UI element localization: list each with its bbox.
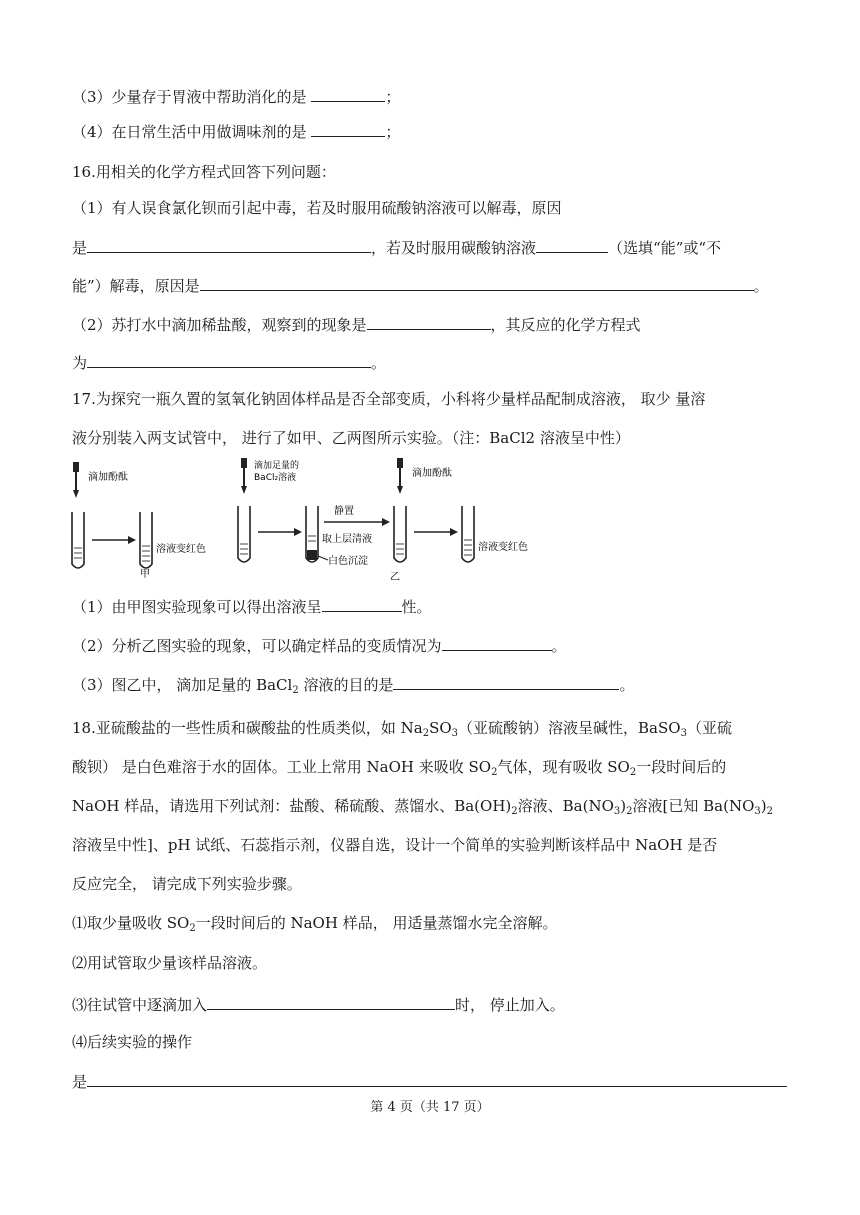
q17-2-blank[interactable] bbox=[442, 634, 552, 651]
q17-2-pre: （2）分析乙图实验的现象，可以确定样品的变质情况为 bbox=[72, 637, 442, 655]
q18-a-t2: SO bbox=[429, 719, 452, 737]
experiment-figure bbox=[66, 456, 538, 580]
q18-a-s2: 3 bbox=[451, 728, 459, 739]
q18-b-s2: 2 bbox=[629, 767, 637, 778]
label-drop-2a: 滴加足量的 bbox=[254, 461, 300, 471]
q15-3-line bbox=[72, 85, 400, 107]
arrow-3-head bbox=[382, 518, 390, 526]
q16-1b-mid: ，若及时服用碳酸钠溶液 bbox=[371, 239, 537, 257]
q18-a-s1: 2 bbox=[422, 728, 430, 739]
q18-c-t4: 溶液[已知 Ba(NO bbox=[632, 797, 755, 815]
q16-1b-blank1[interactable] bbox=[87, 236, 371, 253]
q18-1-s1: 2 bbox=[189, 923, 196, 934]
q18-c bbox=[72, 796, 773, 816]
q16-2a-blank[interactable] bbox=[367, 313, 491, 330]
q15-4-end: ； bbox=[385, 123, 401, 141]
q18-c-s3: 2 bbox=[626, 806, 633, 817]
test-tube-3 bbox=[238, 506, 250, 562]
q18-step-1 bbox=[72, 913, 557, 933]
q18-step-4b bbox=[72, 1070, 787, 1092]
q15-4-text: （4）在日常生活中用做调味剂的是 bbox=[72, 123, 312, 141]
q17-2-post: 。 bbox=[551, 637, 567, 655]
q16-2b-blank[interactable] bbox=[87, 351, 371, 368]
q18-step-4a: ⑷后续实验的操作 bbox=[72, 1033, 193, 1051]
q18-1-t1: ⑴取少量吸收 SO bbox=[72, 914, 190, 932]
q16-2b-post: 。 bbox=[371, 354, 387, 372]
q15-4-line bbox=[72, 120, 400, 142]
q18-d: 溶液呈中性]、pH 试纸、石蕊指示剂，仪器自选，设计一个简单的实验判断该样品中 NaOH 是否 bbox=[72, 836, 718, 854]
q18-b bbox=[72, 757, 726, 777]
arrow-4-head bbox=[450, 528, 458, 536]
q15-3-end: ； bbox=[385, 88, 401, 106]
q18-step-3 bbox=[72, 993, 565, 1015]
q16-1c-blank[interactable] bbox=[200, 274, 754, 291]
q18-b-t3: 一段时间后的 bbox=[636, 758, 727, 776]
q15-3-blank[interactable] bbox=[311, 85, 385, 102]
q16-2b-pre: 为 bbox=[72, 354, 88, 372]
label-red-1: 溶液变红色 bbox=[156, 544, 206, 555]
q17-1-pre: （1）由甲图实验现象可以得出溶液呈 bbox=[72, 598, 322, 616]
q18-a bbox=[72, 718, 732, 738]
q18-3-pre: ⑶往试管中逐滴加入 bbox=[72, 996, 208, 1014]
q16-2b-line bbox=[72, 351, 386, 373]
label-red-2: 溶液变红色 bbox=[478, 542, 528, 553]
q16-1b-line bbox=[72, 236, 721, 258]
q18-c-t5: ) bbox=[760, 797, 767, 815]
dropper-3 bbox=[397, 458, 403, 494]
dropper-1 bbox=[73, 462, 79, 498]
q18-b-s1: 2 bbox=[491, 767, 498, 778]
q18-b-t2: 气体，现有吸收 SO bbox=[497, 758, 630, 776]
q17-3-line bbox=[72, 673, 635, 695]
q17-1-post: 性。 bbox=[401, 598, 432, 616]
q17-a: 17.为探究一瓶久置的氢氧化钠固体样品是否全部变质，小科将少量样品配制成溶液， 取少 量溶 bbox=[72, 390, 706, 408]
q18-3-post: 时， 停止加入。 bbox=[455, 996, 565, 1014]
q17-3-sub: 2 bbox=[292, 685, 299, 696]
q16-2a-pre: （2）苏打水中滴加稀盐酸，观察到的现象是 bbox=[72, 316, 367, 334]
q16-1b-post: （选填“能”或“不 bbox=[608, 239, 722, 257]
test-tube-2 bbox=[140, 512, 152, 568]
test-tube-4 bbox=[306, 506, 318, 562]
label-drop-1: 滴加酚酞 bbox=[88, 472, 128, 483]
q18-1-t2: 一段时间后的 NaOH 样品， 用适量蒸馏水完全溶解。 bbox=[195, 914, 558, 932]
label-take: 取上层清液 bbox=[322, 534, 372, 545]
q18-a-t3: （亚硫酸钠）溶液呈碱性，BaSO bbox=[458, 719, 681, 737]
q16-title: 16.用相关的化学方程式回答下列问题： bbox=[72, 163, 336, 181]
q18-a-t4: （亚硫 bbox=[686, 719, 732, 737]
q17-3-pre: （3）图乙中， 滴加足量的 BaCl bbox=[72, 676, 293, 694]
label-still: 静置 bbox=[334, 506, 354, 517]
q18-4b-pre: 是 bbox=[72, 1073, 88, 1091]
q18-3-blank[interactable] bbox=[207, 993, 455, 1010]
q16-1c-pre: 能”）解毒，原因是 bbox=[72, 277, 200, 295]
q17-1-blank[interactable] bbox=[322, 595, 402, 612]
q15-3-text: （3）少量存于胃液中帮助消化的是 bbox=[72, 88, 312, 106]
q17-1-line bbox=[72, 595, 432, 617]
q17-3-mid: 溶液的目的是 bbox=[298, 676, 394, 694]
q18-c-t1: NaOH 样品，请选用下列试剂：盐酸、稀硫酸、蒸馏水、Ba(OH) bbox=[72, 797, 512, 815]
precip-pointer bbox=[318, 556, 328, 560]
arrow-2-head bbox=[294, 528, 302, 536]
page-footer: 第 4 页（共 17 页） bbox=[370, 1100, 490, 1115]
label-precip: 白色沉淀 bbox=[328, 556, 368, 567]
q18-b-t1: 酸钡） 是白色难溶于水的固体。工业上常用 NaOH 来吸收 SO bbox=[72, 758, 492, 776]
q16-1c-line bbox=[72, 274, 769, 296]
q18-a-t1: 18.亚硫酸盐的一些性质和碳酸盐的性质类似，如 Na bbox=[72, 719, 423, 737]
q16-1c-post: 。 bbox=[753, 277, 769, 295]
q15-4-blank[interactable] bbox=[311, 120, 385, 137]
q18-c-s2: 3 bbox=[613, 806, 621, 817]
label-jia: 甲 bbox=[140, 569, 150, 580]
q17-b: 液分别装入两支试管中， 进行了如甲、乙两图所示实验。（注：BaCl2 溶液呈中性） bbox=[72, 429, 630, 447]
q18-c-s1: 2 bbox=[511, 806, 518, 817]
arrow-1-head bbox=[128, 536, 136, 544]
q16-1b-blank2[interactable] bbox=[536, 236, 608, 253]
q16-1a: （1）有人误食氯化钡而引起中毒，若及时服用硫酸钠溶液可以解毒，原因 bbox=[72, 199, 562, 217]
q18-c-t3: ) bbox=[620, 797, 627, 815]
test-tube-1 bbox=[72, 512, 84, 568]
label-drop-2b: BaCl₂溶液 bbox=[254, 473, 297, 483]
q18-c-t2: 溶液、Ba(NO bbox=[517, 797, 614, 815]
q16-2a-line bbox=[72, 313, 641, 335]
q18-step-2: ⑵用试管取少量该样品溶液。 bbox=[72, 954, 268, 972]
label-yi: 乙 bbox=[390, 572, 400, 580]
test-tube-5 bbox=[394, 506, 406, 562]
q16-1b-pre: 是 bbox=[72, 239, 88, 257]
q18-4b-blank[interactable] bbox=[87, 1070, 787, 1087]
q18-e: 反应完全， 请完成下列实验步骤。 bbox=[72, 875, 302, 893]
q18-a-s3: 3 bbox=[680, 728, 687, 739]
q18-c-s4: 3 bbox=[754, 806, 761, 817]
dropper-2 bbox=[241, 458, 247, 494]
q17-3-blank[interactable] bbox=[393, 673, 619, 690]
q17-2-line bbox=[72, 634, 567, 656]
q16-2a-post: ，其反应的化学方程式 bbox=[490, 316, 641, 334]
q18-c-s5: 2 bbox=[766, 806, 773, 817]
q17-3-post: 。 bbox=[619, 676, 635, 694]
test-tube-6 bbox=[462, 506, 474, 562]
label-drop-3: 滴加酚酞 bbox=[412, 468, 452, 479]
